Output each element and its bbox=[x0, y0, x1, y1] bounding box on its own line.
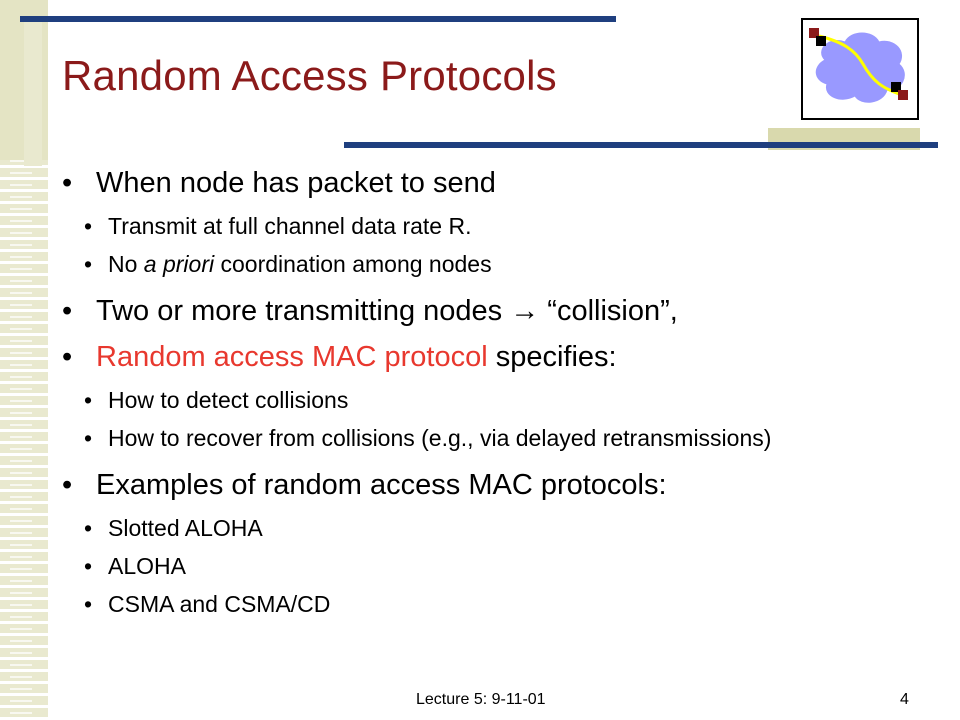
bullet-dot: • bbox=[84, 425, 93, 451]
bullet-1b-prefix: No bbox=[108, 251, 144, 277]
bullet-1-text: When node has packet to send bbox=[96, 167, 496, 199]
slide-title: Random Access Protocols bbox=[62, 52, 557, 99]
bullet-dot: • bbox=[62, 341, 73, 373]
bullet-3b bbox=[62, 424, 942, 452]
arrow-icon: → bbox=[510, 295, 540, 327]
bullet-dot: • bbox=[62, 469, 73, 501]
bullet-dot: • bbox=[62, 295, 73, 327]
bullet-4c-text: CSMA and CSMA/CD bbox=[108, 591, 331, 617]
page-number: 4 bbox=[900, 691, 909, 708]
bullet-2-suffix: “collision”, bbox=[539, 295, 678, 327]
slide-footer: Lecture 5: 9-11-01 bbox=[416, 691, 546, 708]
bullet-4b bbox=[62, 552, 942, 580]
network-cloud-graphic bbox=[803, 20, 917, 118]
bullet-3-highlight: Random access MAC protocol bbox=[96, 341, 488, 373]
bullet-dot: • bbox=[84, 387, 93, 413]
bullet-dot: • bbox=[62, 167, 73, 199]
bullet-3 bbox=[62, 340, 942, 374]
bullet-dot: • bbox=[84, 251, 93, 277]
bullet-1 bbox=[62, 166, 942, 200]
bullet-dot: • bbox=[84, 515, 93, 541]
bullet-4-text: Examples of random access MAC protocols: bbox=[96, 469, 667, 501]
title-underline-bar bbox=[344, 142, 938, 148]
bullet-dot: • bbox=[84, 591, 93, 617]
bullet-4a-text: Slotted ALOHA bbox=[108, 515, 263, 541]
node-square-tl-2 bbox=[816, 36, 826, 46]
bullet-2 bbox=[62, 294, 942, 328]
top-decor-vertical bbox=[24, 16, 42, 166]
slide-body bbox=[62, 166, 942, 628]
network-cloud-icon bbox=[801, 18, 919, 120]
top-accent-bar bbox=[20, 16, 616, 22]
bullet-3a bbox=[62, 386, 942, 414]
bullet-4 bbox=[62, 468, 942, 502]
bullet-1b-italic: a priori bbox=[143, 251, 215, 277]
bullet-1a bbox=[62, 212, 942, 240]
bullet-dot: • bbox=[84, 213, 93, 239]
node-square-br-2 bbox=[898, 90, 908, 100]
bullet-1a-text: Transmit at full channel data rate R. bbox=[108, 213, 472, 239]
bullet-dot: • bbox=[84, 553, 93, 579]
bullet-4a bbox=[62, 514, 942, 542]
bullet-4c bbox=[62, 590, 942, 618]
bullet-3-rest: specifies: bbox=[487, 341, 617, 373]
bullet-3a-text: How to detect collisions bbox=[108, 387, 349, 413]
bullet-3b-text: How to recover from collisions (e.g., via delayed retransmissions) bbox=[108, 425, 772, 451]
bullet-4b-text: ALOHA bbox=[108, 553, 186, 579]
bullet-2-prefix: Two or more transmitting nodes bbox=[96, 295, 511, 327]
bullet-1b-suffix: coordination among nodes bbox=[214, 251, 492, 277]
bullet-1b bbox=[62, 250, 942, 278]
